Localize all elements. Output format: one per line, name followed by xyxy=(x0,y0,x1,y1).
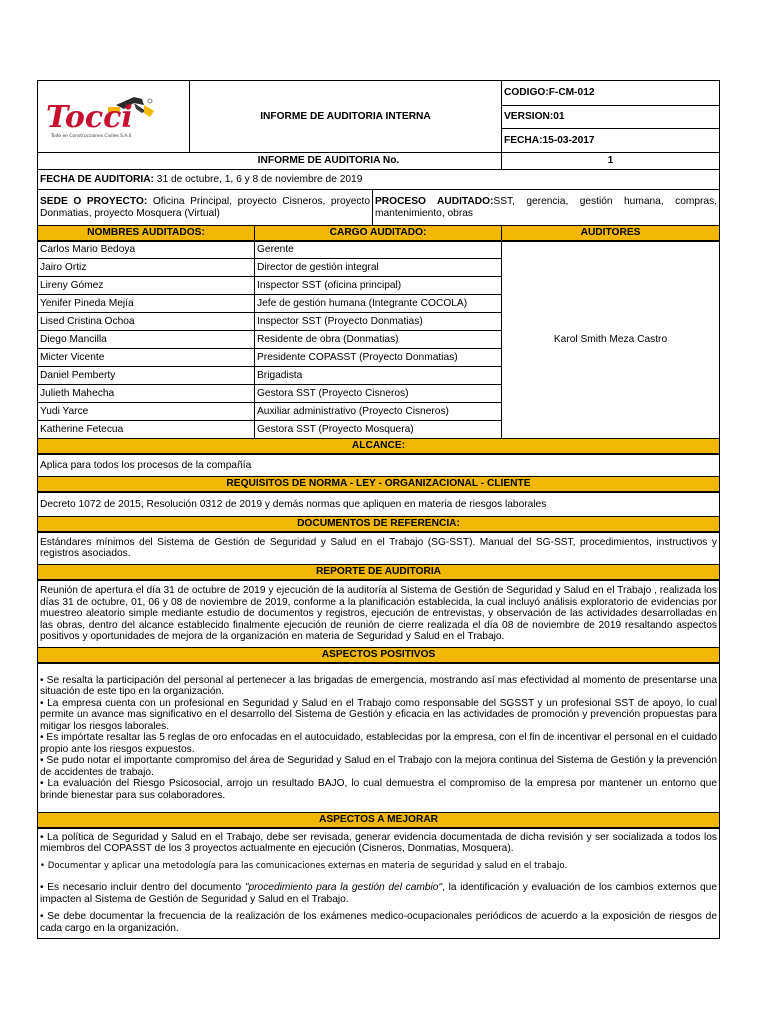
list-item-text: • Es necesario incluir dentro del documento xyxy=(40,882,245,893)
auditado-cargo: Auxiliar administrativo (Proyecto Cisneros) xyxy=(255,403,502,421)
reporte-text: Reunión de apertura el día 31 de octubre de 2019 y ejecución de la auditoría al Sistema de Gestión de Seguridad y Salud en el Trabajo , realizada los días 31 de octubre, 01, 06 y 08 de noviembre de 2019, conforme a la planificación establecida, la cual incluyó análisis exploratorio de evidencias por muestreo aleatorio simple mediante estudio de documentos y registros, ejecución de entrevistas, y observación de las actividades desarrolladas en las obras, dentro del alcance establecido finalmente ejecución de reunión de cierre realizada el día 08 de noviembre de 2019 resaltando aspectos positivos y oportunidades de mejora de la organización en materia de Seguridad y Salud en el Trabajo. xyxy=(38,580,720,648)
requisitos-text: Decreto 1072 de 2015, Resolución 0312 de 2019 y demás normas que apliquen en materia de riesgos laborales xyxy=(38,492,720,517)
auditado-cargo: Brigadista xyxy=(255,367,502,385)
alcance-header: ALCANCE: xyxy=(38,439,720,454)
excavator-icon xyxy=(46,91,164,143)
auditado-cargo: Gestora SST (Proyecto Cisneros) xyxy=(255,385,502,403)
documentos-header: DOCUMENTOS DE REFERENCIA: xyxy=(38,517,720,532)
svg-text:Todo en Construcciones Civiles: Todo en Construcciones Civiles S.A.S xyxy=(51,133,132,139)
reporte-header: REPORTE DE AUDITORIA xyxy=(38,565,720,580)
company-logo xyxy=(46,91,164,143)
nombres-header: NOMBRES AUDITADOS: xyxy=(38,226,255,241)
version-field: VERSION:01 xyxy=(502,105,720,129)
auditado-name: Lised Cristina Ochoa xyxy=(38,313,255,331)
sede-label: SEDE O PROYECTO: xyxy=(40,196,148,207)
auditado-cargo: Director de gestión integral xyxy=(255,259,502,277)
list-item-text: , la identificación y evaluación de los cambios externos que impacten al Sistema de Gestión de Seguridad y Salud en el Trabajo. xyxy=(40,882,718,905)
positivos-header: ASPECTOS POSITIVOS xyxy=(38,648,720,663)
list-item: • Se resalta la participación del personal al pertenecer a las brigadas de emergencia, mostrando así mas efectividad al momento de presentarse una situación de este tipo en la organización. xyxy=(40,674,717,697)
audit-report-table xyxy=(37,80,720,939)
auditado-cargo: Presidente COPASST (Proyecto Donmatias) xyxy=(255,349,502,367)
cargo-header: CARGO AUDITADO: xyxy=(255,226,502,241)
auditado-name: Yenifer Pineda Mejía xyxy=(38,295,255,313)
fecha-auditoria-value: 31 de octubre, 1, 6 y 8 de noviembre de 2019 xyxy=(153,173,363,185)
logo-cell xyxy=(38,81,190,153)
auditado-name: Yudi Yarce xyxy=(38,403,255,421)
auditado-cargo: Residente de obra (Donmatias) xyxy=(255,331,502,349)
requisitos-header: REQUISITOS DE NORMA - LEY - ORGANIZACIONAL - CLIENTE xyxy=(38,477,720,492)
codigo-field: CODIGO:F-CM-012 xyxy=(502,81,720,106)
list-item-emphasis: "procedimiento para la gestión del cambio" xyxy=(244,882,443,893)
auditado-name: Daniel Pemberty xyxy=(38,367,255,385)
auditado-name: Lireny Gómez xyxy=(38,277,255,295)
sede-cell xyxy=(38,190,373,226)
auditor-name: Karol Smith Meza Castro xyxy=(502,241,720,439)
auditado-name: Katherine Fetecua xyxy=(38,421,255,439)
auditado-cargo: Gestora SST (Proyecto Mosquera) xyxy=(255,421,502,439)
list-item: • Se pudo notar el importante compromiso del área de Seguridad y Salud en el Trabajo con la mejora continua del Sistema de Gestión y la prevención de accidentes de trabajo. xyxy=(40,755,717,778)
auditado-cargo: Inspector SST (oficina principal) xyxy=(255,277,502,295)
auditores-header: AUDITORES xyxy=(502,226,720,241)
informe-number-label: INFORME DE AUDITORIA No. xyxy=(38,153,502,170)
list-item: • Es impórtate resaltar las 5 reglas de oro enfocadas en el autocuidado, establecidas por la empresa, con el fin de incentivar el personal en el cuidado propio ante los riesgos expuestos. xyxy=(40,732,717,755)
auditado-cargo: Gerente xyxy=(255,241,502,259)
proceso-value: SST, gerencia, gestión humana, compras, mantenimiento, obras xyxy=(375,196,717,219)
list-item: • La política de Seguridad y Salud en el Trabajo, debe ser revisada, generar evidencia documentada de dicha revisión y ser socializada a todos los miembros del COPASST de los 3 proyectos actualmente en ejecución (Cisneros, Donmatias, Mosquera). xyxy=(40,831,717,854)
auditado-name: Jairo Ortiz xyxy=(38,259,255,277)
fecha-field: FECHA:15-03-2017 xyxy=(502,129,720,153)
list-item: • La empresa cuenta con un profesional en Seguridad y Salud en el Trabajo como responsable del SGSST y un profesional SST de apoyo, lo cual permite un avance mas significativo en el desarrollo del Sistema de Gestión y eficacia en las actividades de promoción y prevención propuestas para mitigar los riesgos laborales. xyxy=(40,697,717,732)
documentos-text: Estándares mínimos del Sistema de Gestión de Seguridad y Salud en el Trabajo (SG-SST). Manual del SG-SST, procedimientos, instructivos y registros asociados. xyxy=(38,532,720,565)
list-item: • Documentar y aplicar una metodología para las comunicaciones externas en materia de seguridad y salud en el trabajo. xyxy=(40,860,568,871)
auditado-name: Diego Mancilla xyxy=(38,331,255,349)
positivos-list xyxy=(38,663,720,813)
mejorar-list xyxy=(38,828,720,939)
audit-report-sheet xyxy=(37,80,719,939)
auditado-name: Micter Vicente xyxy=(38,349,255,367)
mejorar-header: ASPECTOS A MEJORAR xyxy=(38,813,720,828)
list-item: • La evaluación del Riesgo Psicosocial, arrojo un resultado BAJO, lo cual demuestra el compromiso de la empresa por mantener un entorno que brinde bienestar para sus colaboradores. xyxy=(40,778,717,801)
auditado-name: Julieth Mahecha xyxy=(38,385,255,403)
auditado-name: Carlos Mario Bedoya xyxy=(38,241,255,259)
report-title: INFORME DE AUDITORIA INTERNA xyxy=(190,81,502,153)
informe-number-value: 1 xyxy=(502,153,720,170)
list-item: • Se debe documentar la frecuencia de la realización de los exámenes medico-ocupacionales periódicos de acuerdo a la exposición de riesgos de cada cargo en la organización. xyxy=(40,911,717,934)
fecha-auditoria-row xyxy=(38,170,720,190)
auditado-cargo: Jefe de gestión humana (Integrante COCOLA) xyxy=(255,295,502,313)
proceso-label: PROCESO AUDITADO: xyxy=(375,196,494,207)
svg-text:Tocci: Tocci xyxy=(46,99,133,135)
auditado-cargo: Inspector SST (Proyecto Donmatias) xyxy=(255,313,502,331)
fecha-auditoria-label: FECHA DE AUDITORIA: xyxy=(40,173,154,185)
sede-value: Oficina Principal, proyecto Cisneros, proyecto Donmatias, proyecto Mosquera (Virtual) xyxy=(40,196,370,219)
alcance-text: Aplica para todos los procesos de la compañía xyxy=(38,454,720,477)
proceso-cell xyxy=(373,190,720,226)
list-item xyxy=(40,882,717,905)
table-row xyxy=(38,241,720,259)
